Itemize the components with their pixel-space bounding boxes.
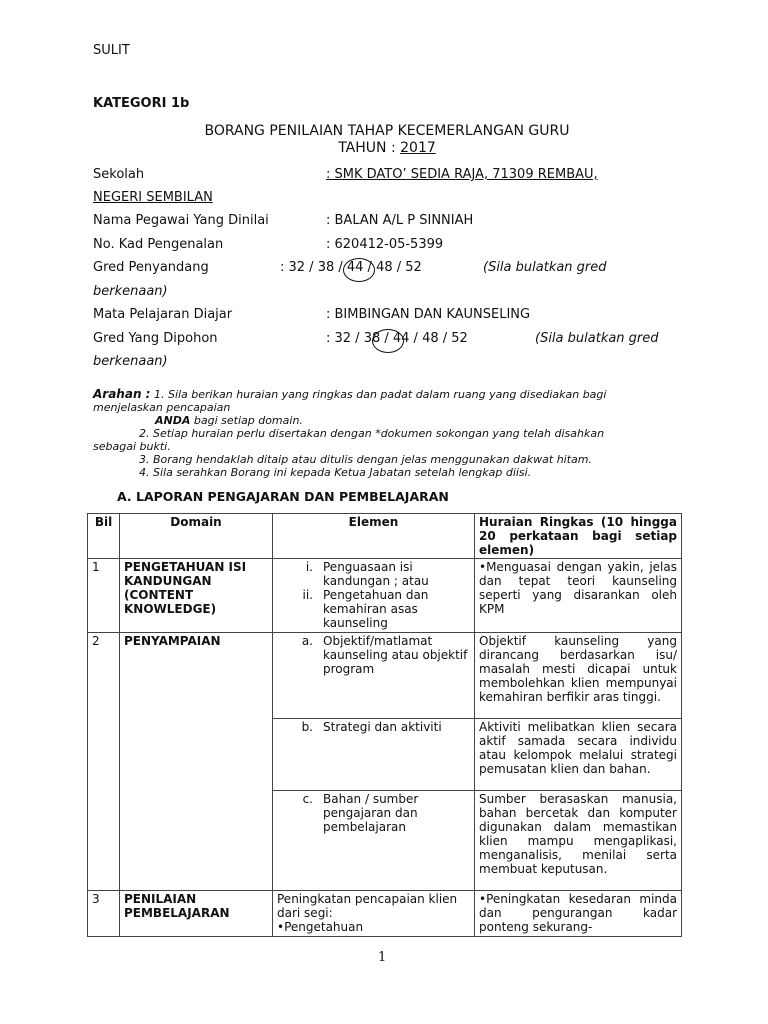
row-domain: PENYAMPAIAN: [120, 633, 273, 891]
page-number: 1: [378, 950, 387, 965]
field-label-sekolah: Sekolah: [93, 167, 145, 182]
form-title: BORANG PENILAIAN TAHAP KECEMERLANGAN GURU: [204, 123, 570, 139]
form-year: [93, 140, 681, 156]
field-label-mata: Mata Pelajaran Diajar: [93, 307, 233, 322]
selection-circle: [372, 329, 404, 353]
header-huraian: Huraian Ringkas (10 hingga 20 perkataan bagi setiap elemen): [475, 514, 682, 559]
field-value-mata: : BIMBINGAN DAN KAUNSELING: [326, 307, 531, 322]
header-elemen: Elemen: [273, 514, 475, 559]
row-description: •Menguasai dengan yakin, jelas dan tepat teori kaunseling seperti yang disarankan oleh KPM: [475, 559, 682, 633]
assessment-table: [87, 513, 682, 937]
row-elements: i. Penguasaan isi kandungan ; atau ii. Pengetahuan dan kemahiran asas kaunseling: [273, 559, 475, 633]
instruction-3: 3. Borang hendaklah ditaip atau ditulis dengan jelas menggunakan dakwat hitam.: [139, 453, 592, 466]
instructions-block: Arahan : 1. Sila berikan huraian yang ringkas dan padat dalam ruang yang disediakan bagi menjelaskan pencapaian ANDA bagi setiap domain. 2. Setiap huraian perlu disertakan dengan *dokumen sokongan yang telah disahkan sebagai bukti. 3. Borang hendaklah ditaip atau ditulis dengan jelas menggunakan dakwat hitam. 4. Sila serahkan Borang ini kepada Ketua Jabatan setelah lengkap diisi.: [93, 388, 693, 479]
row-number: 1: [88, 559, 120, 633]
instructions-label: Arahan :: [93, 387, 151, 401]
row-domain: PENGETAHUAN ISI KANDUNGAN (CONTENT KNOWLEDGE): [120, 559, 273, 633]
selection-circle: [343, 258, 375, 282]
row-domain: PENILAIAN PEMBELAJARAN: [120, 891, 273, 937]
field-label-nama: Nama Pegawai Yang Dinilai: [93, 213, 269, 228]
category-label: KATEGORI 1b: [93, 96, 190, 111]
row-description: Aktiviti melibatkan klien secara aktif samada secara individu atau kelompok melalui strategi pemusatan klien dan bahan.: [475, 719, 682, 791]
row-number: 2: [88, 633, 120, 891]
row-description: •Peningkatan kesedaran minda dan pengurangan kadar ponteng sekurang-: [475, 891, 682, 937]
year-value: 2017: [400, 140, 436, 156]
field-value-dipohon: : 32 / 38 / 44 / 48 / 52: [326, 331, 468, 346]
row-number: 3: [88, 891, 120, 937]
field-label-dipohon: Gred Yang Dipohon: [93, 331, 218, 346]
instruction-4: 4. Sila serahkan Borang ini kepada Ketua Jabatan setelah lengkap diisi.: [139, 466, 532, 479]
row-element: a. Objektif/matlamat kaunseling atau objektif program: [273, 633, 475, 719]
row-element: c. Bahan / sumber pengajaran dan pembelajaran: [273, 791, 475, 891]
field-label-gred: Gred Penyandang: [93, 260, 209, 275]
field-value-gred: : 32 / 38 / 44 / 48 / 52: [280, 260, 422, 275]
classification-label: SULIT: [93, 43, 130, 58]
field-note-dipohon: (Sila bulatkan gred: [535, 331, 659, 346]
table-row: [88, 633, 682, 719]
row-description: Objektif kaunseling yang dirancang berdasarkan isu/ masalah mesti dicapai untuk membolehkan klien mempunyai kemahiran berfikir aras tinggi.: [475, 633, 682, 719]
table-row: [88, 559, 682, 633]
header-bil: Bil: [88, 514, 120, 559]
instruction-1: Arahan : 1. Sila berikan huraian yang ringkas dan padat dalam ruang yang disediakan bagi: [93, 387, 607, 401]
field-note-dipohon-line2: berkenaan): [93, 354, 168, 369]
row-element: b. Strategi dan aktiviti: [273, 719, 475, 791]
row-elements: Peningkatan pencapaian klien dari segi: •Pengetahuan: [273, 891, 475, 937]
field-note-gred-line2: berkenaan): [93, 284, 168, 299]
section-title: A. LAPORAN PENGAJARAN DAN PEMBELAJARAN: [117, 489, 449, 504]
field-value-ic: : 620412-05-5399: [326, 237, 444, 252]
field-note-gred: (Sila bulatkan gred: [483, 260, 607, 275]
table-row: [88, 891, 682, 937]
header-domain: Domain: [120, 514, 273, 559]
field-value-sekolah-line2: NEGERI SEMBILAN: [93, 190, 213, 205]
row-description: Sumber berasaskan manusia, bahan bercetak dan komputer digunakan dalam memastikan klien mampu mengaplikasi, menganalisis, menilai serta membuat keputusan.: [475, 791, 682, 891]
field-value-sekolah: : SMK DATO’ SEDIA RAJA, 71309 REMBAU,: [326, 167, 598, 182]
field-label-ic: No. Kad Pengenalan: [93, 237, 224, 252]
table-header-row: [88, 514, 682, 559]
year-label: TAHUN :: [338, 140, 401, 156]
instruction-2: 2. Setiap huraian perlu disertakan dengan *dokumen sokongan yang telah disahkan: [139, 427, 605, 440]
field-value-nama: : BALAN A/L P SINNIAH: [326, 213, 474, 228]
